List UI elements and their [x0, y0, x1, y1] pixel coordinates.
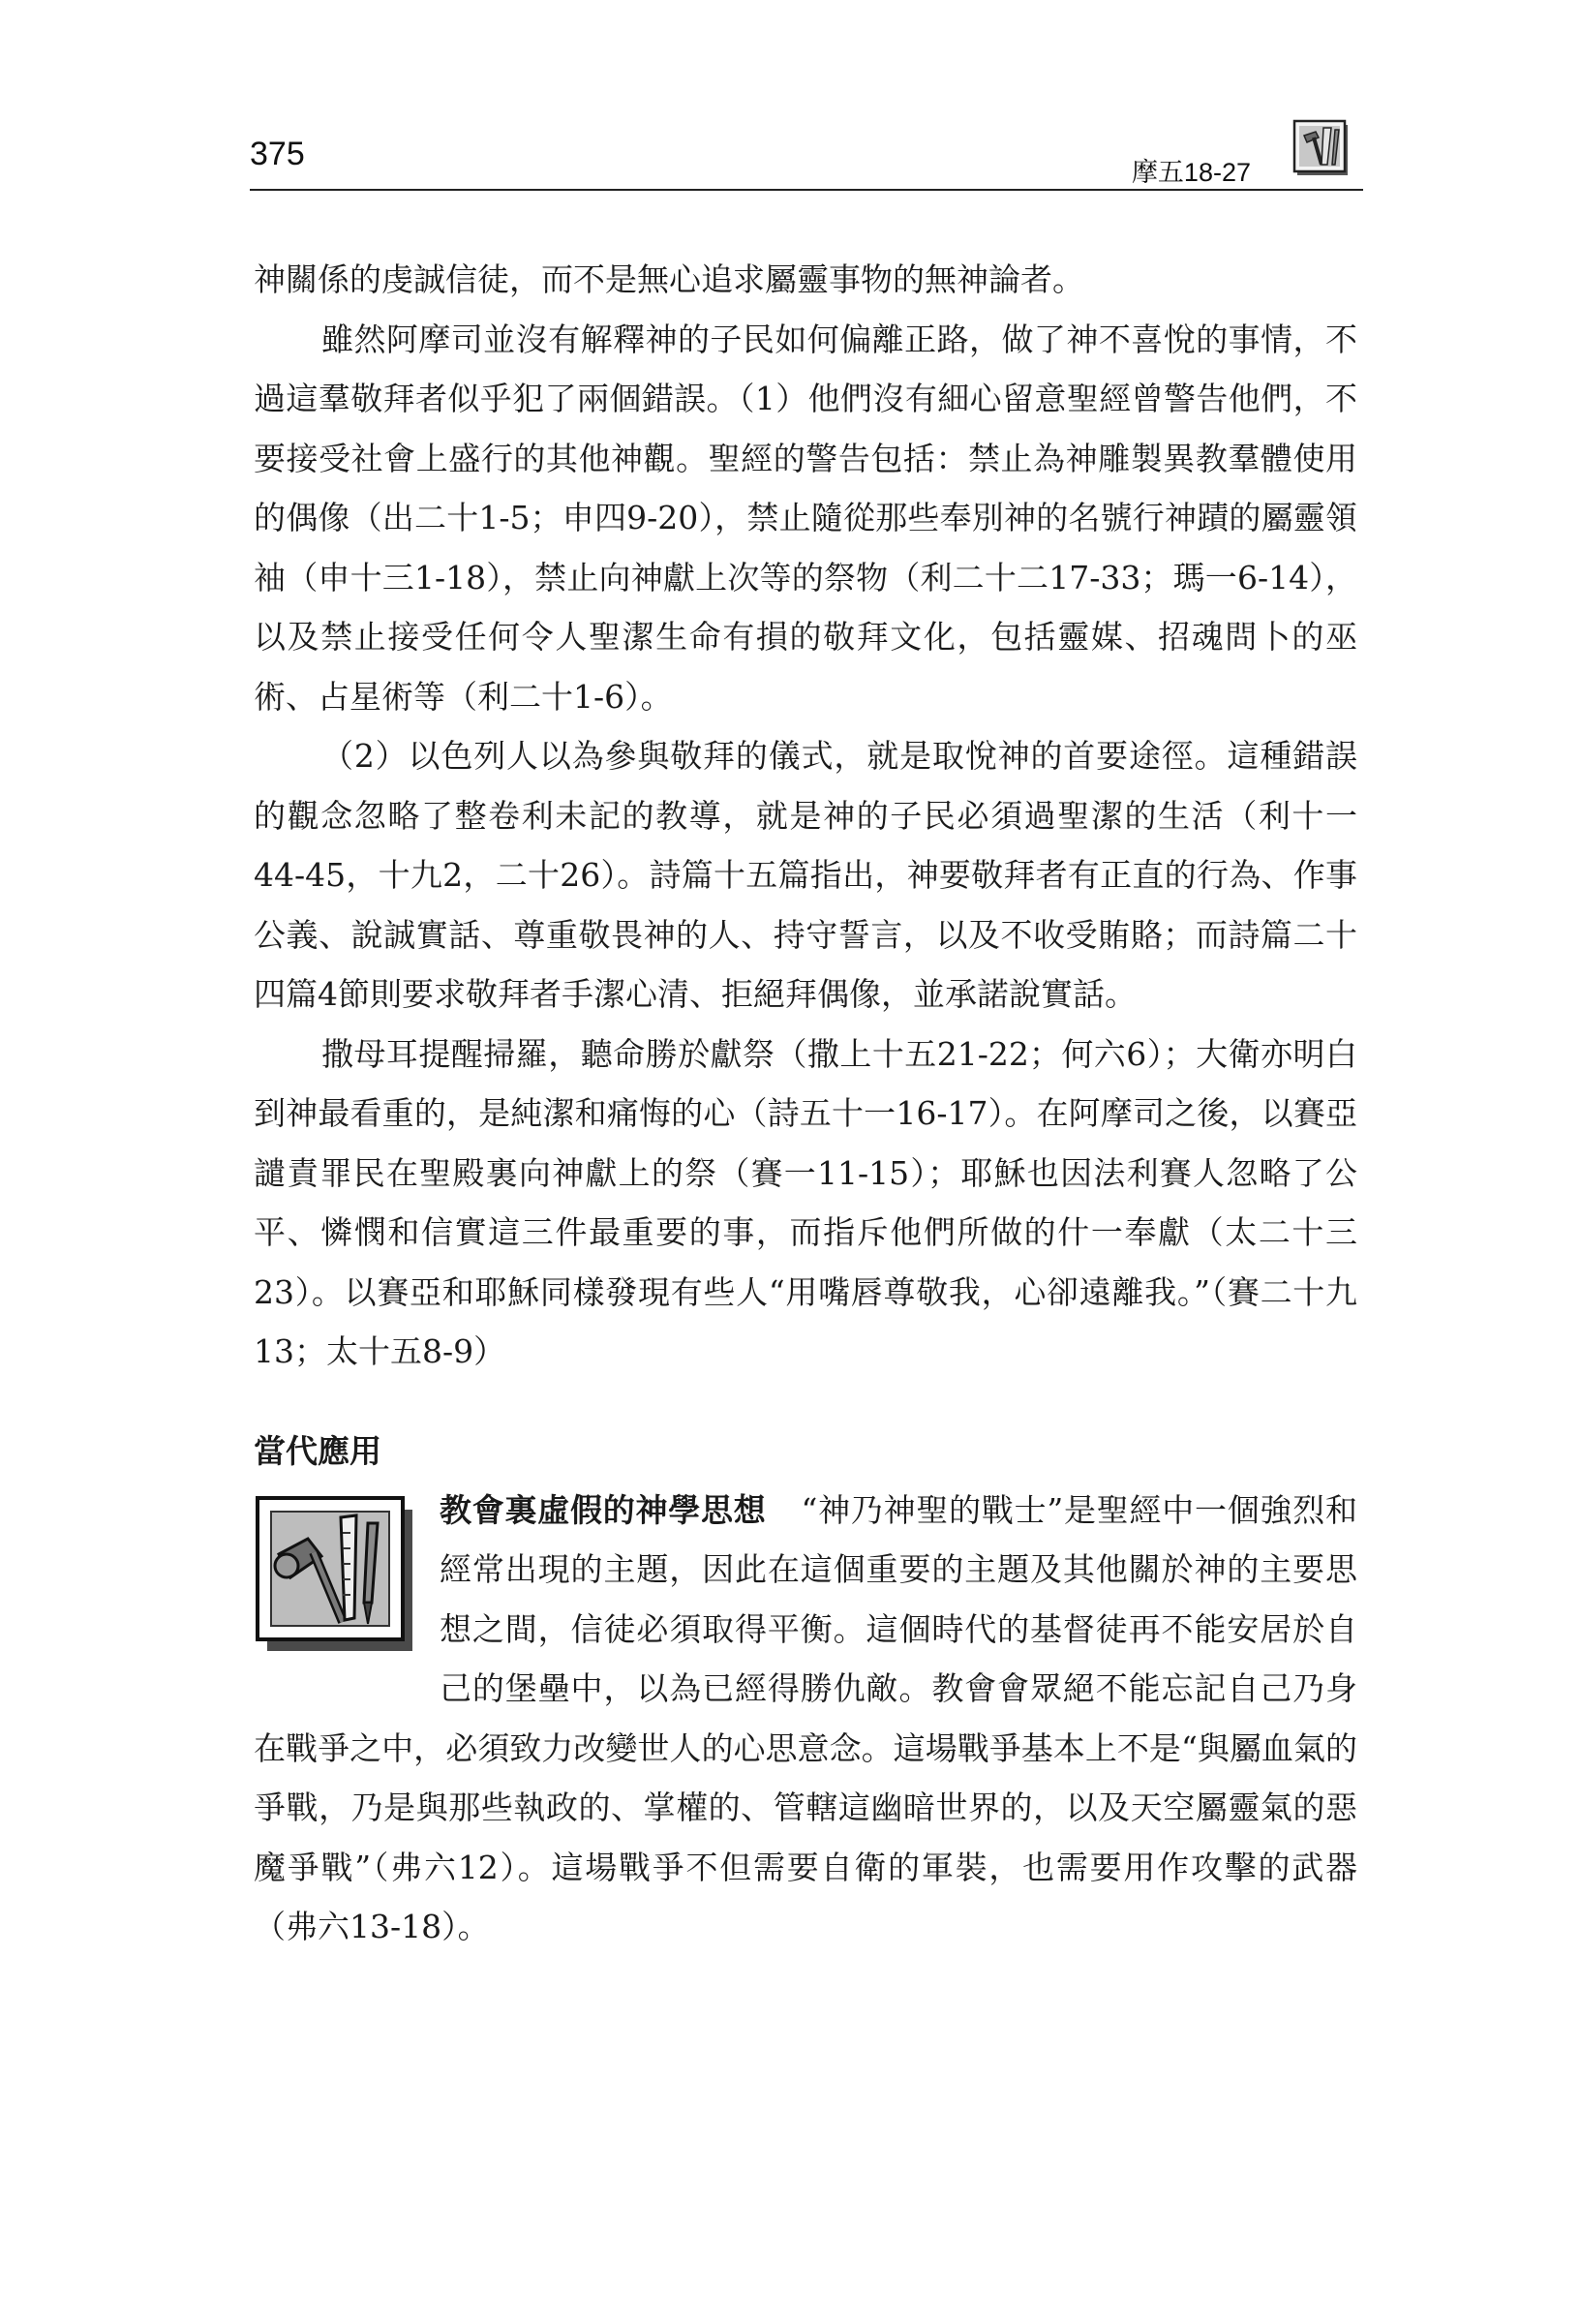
paragraph: 雖然阿摩司並沒有解釋神的子民如何偏離正路，做了神不喜悅的事情，不過這羣敬拜者似乎犯了兩個錯誤。（1）他們沒有細心留意聖經曾警告他們，不要接受社會上盛行的其他神觀。聖經的警告包括：禁止為神雕製異教羣體使用的偶像（出二十1-5；申四9-20），禁止隨從那些奉別神的名號行神蹟的屬靈領袖（申十三1-18），禁止向神獻上次等的祭物（利二十二17-33；瑪一6-14），以及禁止接受任何令人聖潔生命有損的敬拜文化，包括靈媒、招魂問卜的巫術、占星術等（利二十1-6）。 [254, 320, 1357, 716]
header-rule [250, 189, 1363, 191]
section-heading: 當代應用 [254, 1431, 381, 1470]
running-head: 摩五18-27 [1131, 158, 1251, 187]
section-body: “神乃神聖的戰士”是聖經中一個強烈和經常出現的主題，因此在這個重要的主題及其他關於神的主要思想之間，信徒必須取得平衡。這個時代的基督徒再不能安居於自己的堡壘中，以為已經得勝仇敵。教會會眾絕不能忘記自己乃身在戰爭之中，必須致力改變世人的心思意念。這場戰爭基本上不是“與屬血氣的爭戰，乃是與那些執政的、掌權的、管轄這幽暗世界的，以及天空屬靈氣的惡魔爭戰”（弗六12）。這場戰爭不但需要自衛的軍裝，也需要用作攻擊的武器（弗六13-18）。 [254, 1490, 1357, 1945]
section-paragraph [254, 1481, 1357, 1957]
tools-icon [1292, 118, 1352, 178]
paragraph: （2）以色列人以為參與敬拜的儀式，就是取悅神的首要途徑。這種錯誤的觀念忽略了整卷利未記的教導，就是神的子民必須過聖潔的生活（利十一44-45，十九2，二十26）。詩篇十五篇指出，神要敬拜者有正直的行為、作事公義、說誠實話、尊重敬畏神的人、持守誓言，以及不收受賄賂；而詩篇二十四篇4節則要求敬拜者手潔心清、拒絕拜偶像，並承諾說實話。 [254, 737, 1357, 1013]
paragraph: 撒母耳提醒掃羅，聽命勝於獻祭（撒上十五21-22；何六6）；大衛亦明白到神最看重的，是純潔和痛悔的心（詩五十一16-17）。在阿摩司之後，以賽亞譴責罪民在聖殿裏向神獻上的祭（賽一11-15）；耶穌也因法利賽人忽略了公平、憐憫和信實這三件最重要的事，而指斥他們所做的什一奉獻（太二十三23）。以賽亞和耶穌同樣發現有些人“用嘴唇尊敬我，心卻遠離我。”（賽二十九13；太十五8-9） [254, 1034, 1357, 1370]
page-body [254, 250, 1357, 1957]
section-application [254, 1481, 1357, 1957]
lead-term: 教會裏虛假的神學思想 [440, 1490, 767, 1529]
tools-icon [254, 1494, 418, 1654]
paragraph-continuation: 神關係的虔誠信徒，而不是無心追求屬靈事物的無神論者。 [254, 260, 1084, 298]
page-number: 375 [250, 136, 305, 172]
